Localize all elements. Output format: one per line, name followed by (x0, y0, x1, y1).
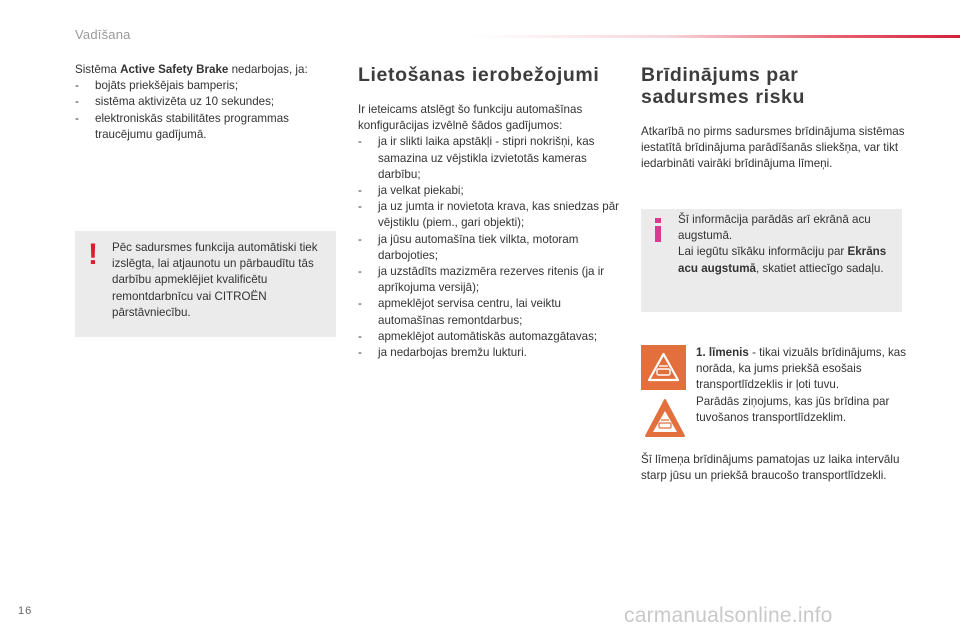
list-item: - ja ir slikti laika apstākļi - stipri nokrišņi, kas samazina uz vējstikla izvietotās kameras darbību; (358, 134, 628, 183)
list-item: - ja nedarbojas bremžu lukturi. (358, 345, 628, 361)
list-item: - bojāts priekšējais bamperis; (75, 78, 345, 94)
info-line-2-suffix: , skatiet attiecīgo sadaļu. (755, 261, 884, 275)
collision-warning-triangle-icon (644, 398, 686, 438)
collision-alert-icon (641, 345, 686, 390)
header-gradient-bar (470, 35, 960, 38)
info-text (678, 212, 900, 277)
warning-text: Pēc sadursmes funkcija automātiski tiek izslēgta, lai atjaunotu un pārbaudītu tās darbību apmeklējiet kvalificētu remontdarbnīcu vai CITROËN pārstāvniecību. (112, 241, 318, 319)
collision-risk-heading: Brīdinājums par sadursmes risku (641, 64, 806, 108)
info-line-2-prefix: Lai iegūtu sīkāku informāciju par (678, 245, 848, 259)
list-item: - elektroniskās stabilitātes programmas traucējumu gadījumā. (75, 111, 345, 143)
level-1-label: 1. līmenis (696, 346, 749, 359)
collision-risk-intro: Atkarībā no pirms sadursmes brīdinājuma sistēmas iestatītā brīdinājuma parādīšanās sliekšņa, var tikt iedarbināti vairāki brīdinājuma līmeņi. (641, 125, 905, 171)
malfunction-list (75, 78, 345, 143)
page-number: 16 (18, 605, 33, 617)
limits-intro: Ir ieteicams atslēgt šo funkciju automašīnas konfigurācijas izvēlnē šādos gadījumos: (358, 103, 583, 133)
list-item: - sistēma aktivizēta uz 10 sekundes; (75, 94, 345, 110)
intro-paragraph (75, 62, 345, 78)
intro-prefix: Sistēma (75, 63, 121, 76)
level-basis-text: Šī līmeņa brīdinājums pamatojas uz laika intervālu starp jūsu un priekšā braucošo transportlīdzekli. (641, 453, 900, 483)
level-1-message: Parādās ziņojums, kas jūs brīdina par tuvošanos transportlīdzeklim. (696, 394, 890, 424)
info-icon (651, 216, 665, 242)
list-item: - apmeklējot automātiskās automazgātavas; (358, 329, 628, 345)
info-line-2-bold: Ekrāns acu augstumā (678, 245, 887, 275)
list-item: - ja velkat piekabi; (358, 183, 628, 199)
section-title: Vadīšana (75, 27, 131, 42)
intro-suffix: nedarbojas, ja: (228, 63, 308, 76)
info-line-1: Šī informācija parādās arī ekrānā acu augstumā. (678, 213, 871, 243)
limits-list (358, 134, 628, 361)
info-line-2 (678, 244, 900, 276)
list-item: - ja jūsu automašīna tiek vilkta, motoram darbojoties; (358, 232, 628, 264)
limits-heading: Lietošanas ierobežojumi (358, 64, 600, 86)
exclamation-icon: ! (88, 238, 98, 271)
level-1-detail: - tikai vizuāls brīdinājums, kas norāda, ka jums priekšā esošais transportlīdzeklis ir ļoti tuvu. (696, 346, 907, 392)
intro-system-name: Active Safety Brake (120, 63, 229, 76)
list-item: - ja uzstādīts mazizmēra rezerves ritenis (ja ir aprīkojuma versijā); (358, 264, 628, 296)
column-middle (358, 62, 628, 361)
column-right (641, 62, 911, 173)
list-item: - apmeklējot servisa centru, lai veiktu automašīnas remontdarbus; (358, 296, 628, 328)
list-item: - ja uz jumta ir novietota krava, kas sniedzas pār vējstiklu (piem., gari objekti); (358, 199, 628, 231)
column-left (75, 62, 345, 143)
watermark: carmanualsonline.info (624, 604, 833, 627)
level-1-description (696, 345, 908, 394)
level-1-text (696, 345, 908, 426)
